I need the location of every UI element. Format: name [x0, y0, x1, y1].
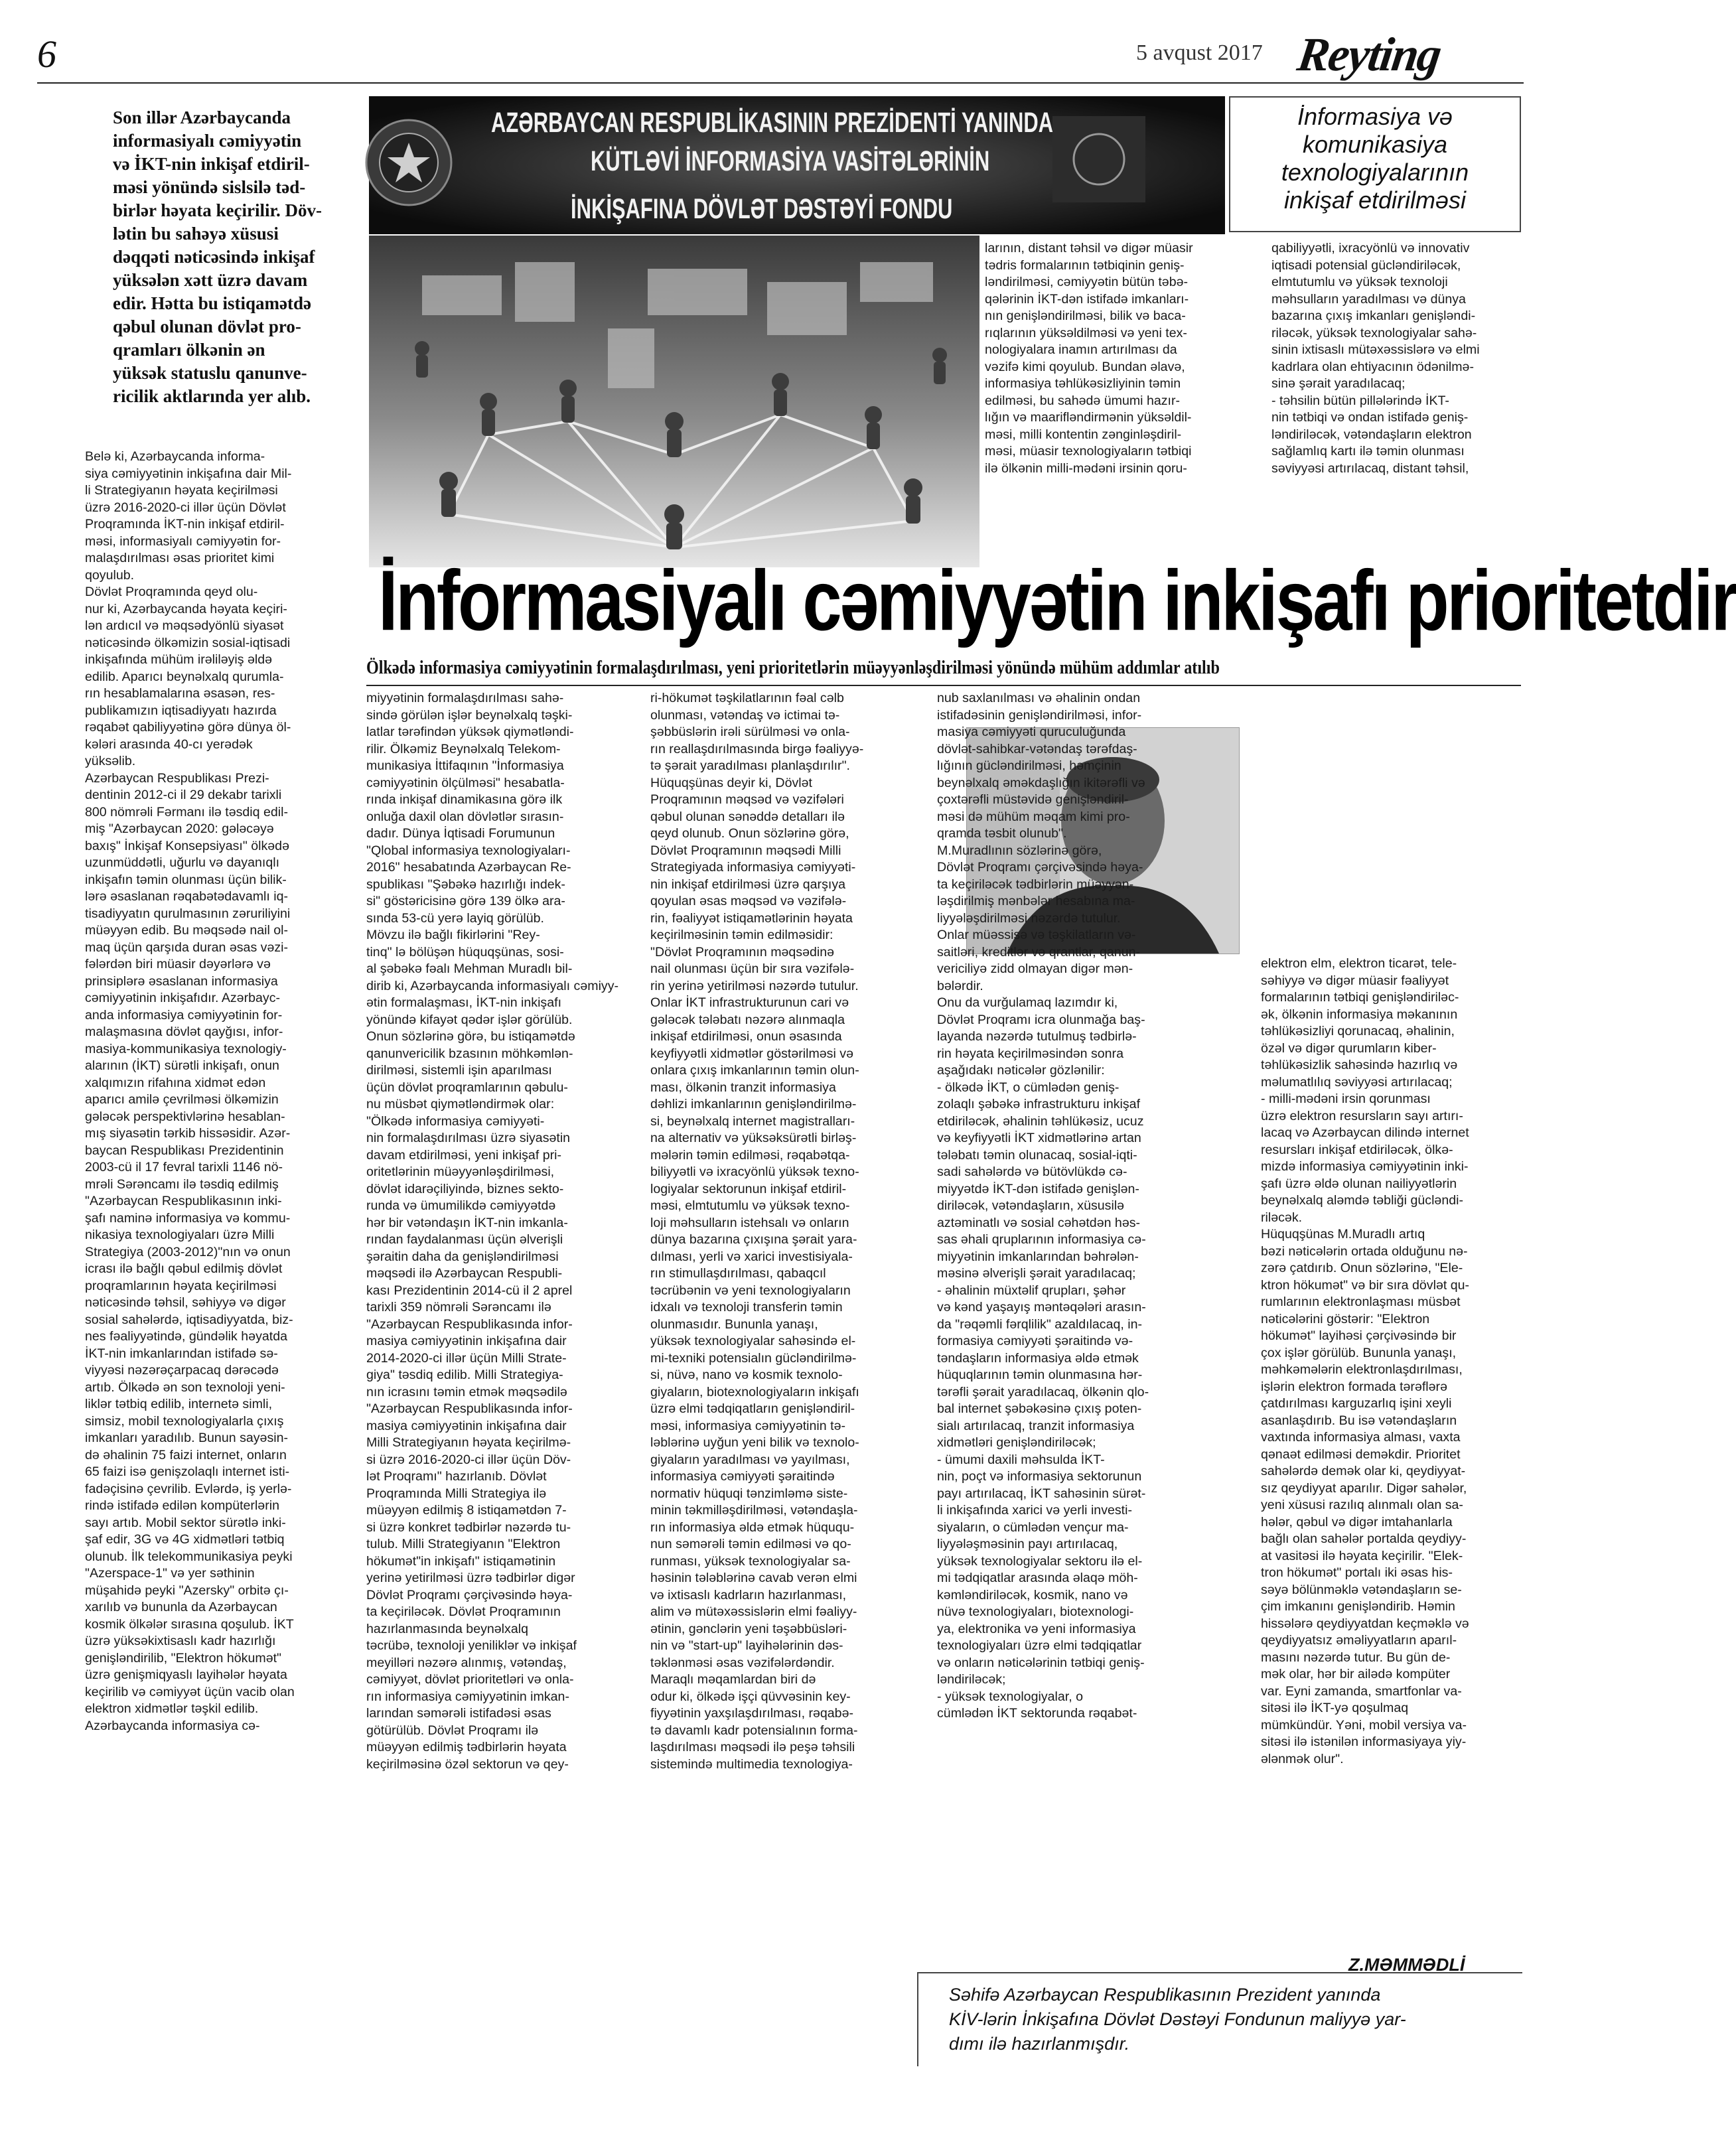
column-5: elektron elm, elektron ticarət, tele- səhiyyə və digər müasir fəaliyyət formalarının tətbiqi genişləndiriləc- ək, ölkənin informasiya məkanının təhlükəsizliyi qorunacaq, əhalinin, özəl və digər qurumların kiber- təhlükəsizlik sahəsində hazırlıq və məlumatlılıq səviyyəsi artırılacaq; - milli-mədəni irsin qorunması üzrə elektron resursların sayı artırı- lacaq və Azərbaycan dilində internet resursları inkişaf etdiriləcək, ölkə- mizdə informasiya cəmiyyətinin inki- şafı üzrə əldə olunan nailiyyətlərin beynəlxalq aləmdə təbliği gücləndi- riləcək. Hüquqşünas M.Muradlı artıq bəzi nəticələrin ortada olduğunu nə- zərə çatdırıb. Onun sözlərinə, "Ele- ktron hökumət" və bir sıra dövlət qu- rumlarının elektronlaşması müsbət nəticələrini göstərir: "Elektron hökumət" layihəsi çərçivəsində bir çox işlər görülüb. Bununla yanaşı, məhkəmələrin elektronlaşdırılması, işlərin elektron formada tərəflərə çatdırılması karguzarlıq işini xeyli asanlaşdırıb. Bu isə vətəndaşların vaxtında informasiya alması, vaxta qənaət edilməsi deməkdir. Prioritet sahələrdə demək olar ki, qeydiyyat- sız qeydiyyat aparılır. Digər sahələr, yeni xüsusi razılıq alınmalı olan sa- hələr, qəbul və digər imtahanlarla bağlı olan sahələr portalda qeydiyy- at vasitəsi ilə həyata keçirilir. "Elek- tron hökumət" portalı iki əsas his- səyə bölünməklə vətəndaşların se- çim imkanını genişləndirib. Həmin hissələrə qeydiyyatdan keçməklə və qeydiyyatsız əməliyyatların aparıl- masını nəzərdə tutur. Bu gün de- mək olar, hər bir ailədə kompüter var. Eyni zamanda, smartfonlar va- sitəsi ilə İKT-yə qoşulmaq mümkündür. Yəni, mobil versiya va- sitəsi ilə istənilən informasiyaya yiy- ələnmək olur".: [1261, 956, 1470, 1766]
banner-line-2: KÜTLƏVİ İNFORMASİYA VASİTƏLƏRİNİN: [591, 145, 990, 177]
header-rule: [37, 82, 1524, 84]
footer-note-box: [917, 1972, 1522, 2066]
column-4-upper: qabiliyyətli, ixracyönlü və innovativ iqtisadi potensial gücləndiriləcək, elmtutumlu və yüksək texnoloji məhsulların yaradılması və dünya bazarına çıxış imkanları genişləndi- riləcək, yüksək texnologiyalar sahə- sinin ixtisaslı mütəxəssislərə və elmi kadrlara olan ehtiyacının ödənilmə- sinə şərait yaradılacaq; - təhsilin bütün pillələrində İKT- nin tətbiqi və ondan istifadə geniş- ləndiriləcək, vətəndaşların elektron sağlamlıq kartı ilə təmin olunması səviyyəsi artırılacaq, distant təhsil,: [1271, 241, 1480, 476]
lead-paragraph: Son illər Azərbaycanda informasiyalı cəmiyyətin və İKT-nin inkişaf etdiril- məsi yönündə sislsilə təd- birlər həyata keçirilir. Döv- lətin bu sahəyə xüsusi dəqqəti nəticəsində inkişaf yüksələn xətt üzrə davam edir. Hətta bu istiqamətdə qəbul olunan dövlət pro- qramları ölkənin ən yüksək statuslu qanunve- ricilik aktlarında yer alıb.: [113, 107, 322, 406]
subheadline-rule: [366, 685, 1521, 686]
column-1: Belə ki, Azərbaycanda informa- siya cəmiyyətinin inkişafına dair Mil- li Strategiyanın həyata keçirilməsi üzrə 2016-2020-ci illər üçün Dövlət Proqramında İKT-nin inkişaf etdiril- məsi, informasiyalı cəmiyyətin for- malaşdırılması əsas prioritet kimi qoyulub. Dövlət Proqramında qeyd olu- nur ki, Azərbaycanda həyata keçiri- lən ardıcıl və məqsədyönlü siyasət nəticəsində ölkəmizin sosial-iqtisadi inkişafında mühüm irəliləyiş əldə edilib. Aparıcı beynəlxalq qurumla- rın hesablamalarına əsasən, res- publikamızın iqtisadiyyatı hazırda rəqabət qabiliyyətinə görə dünya öl- kələri arasında 40-cı yerədək yüksəlib. Azərbaycan Respublikası Prezi- dentinin 2012-ci il 29 dekabr tarixli 800 nömrəli Fərmanı ilə təsdiq edil- miş "Azərbaycan 2020: gələcəyə baxış" İnkişaf Konsepsiyası" ölkədə uzunmüddətli, uğurlu və dayanıqlı inkişafın təmin olunması üçün bilik- lərə əsaslanan rəqabətədavamlı iq- tisadiyyatın qurulmasının zəruriliyini müəyyən edib. Bu məqsədə nail ol- maq üçün qarşıda duran əsas vəzi- fələrdən biri müasir dəyərlərə və prinsiplərə əsaslanan informasiya cəmiyyətinin inkişafıdır. Azərbayc- anda informasiya cəmiyyətinin for- malaşmasına dövlət qayğısı, infor- masiya-kommunikasiya texnologiy- alarının (İKT) sürətli inkişafı, onun xalqımızın rifahına xidmət edən aparıcı amilə çevrilməsi ölkəmizin gələcək perspektivlərinə hesablan- mış siyasətin tərkib hissəsidir. Azər- baycan Respublikası Prezidentinin 2003-cü il 17 fevral tarixli 1146 nö- mrəli Sərəncamı ilə təsdiq edilmiş "Azərbaycan Respublikasının inki- şafı naminə informasiya və kommu- nikasiya texnologiyaları üzrə Milli Strategiya (2003-2012)"nın və onun icrası ilə bağlı qəbul edilmiş dövlət proqramlarının həyata keçirilməsi nəticəsində təhsil, səhiyyə və digər sosial sahələrdə, iqtisadiyyatda, biz- nes fəaliyyətində, gündəlik həyatda İKT-nin imkanlarından istifadə sə- viyyəsi nəzərəçarpacaq dərəcədə artıb. Ölkədə ən son texnoloji yeni- liklər tətbiq edilib, internetə simli, simsiz, mobil texnologiyalarla çıxış imkanları yaradılıb. Bunun sayəsin- də əhalinin 75 faizi internet, onların 65 faizi isə genişzolaqlı internet isti- fadəçisinə çevrilib. Evlərdə, iş yerlə- rində istifadə edilən kompüterlərin sayı artıb. Mobil sektor sürətlə inki- şaf edir, 3G və 4G xidmətləri tətbiq olunub. İlk telekommunikasiya peyki "Azerspace-1" və yer səthinin müşahidə peyki "Azersky" orbitə çı- xarılıb və bununla da Azərbaycan kosmik ölkələr sırasına qoşulub. İKT üzrə yüksəkixtisaslı kadr hazırlığı genişləndirilib, "Elektron hökumət" üzrə genişmiqyaslı layihələr həyata keçirilib və cəmiyyət üçün vacib olan elektron xidmətlər təşkil edilib. Azərbaycanda informasiya cə-: [85, 449, 295, 1733]
column-3-upper: larının, distant təhsil və digər müasir tədris formalarının tətbiqinin geniş- ləndirilməsi, cəmiyyətin bütün təbə- qələrinin İKT-dən istifadə imkanları- nın genişləndirilməsi, bilik və baca- rıqlarının yüksəldilməsi və yeni tex- nologiyalara inamın artırılması da vəzifə kimi qoyulub. Bundan əlavə, informasiya təhlükəsizliyinin təmin edilməsi, bu sahədə ümumi hazır- lığın və maarifləndirmənin yüksəldil- məsi, milli kontentin zənginləşdiril- məsi, müasir texnologiyaların tətbiqi ilə ölkənin milli-mədəni irsinin qoru-: [985, 241, 1193, 476]
banner-line-3: İNKİŞAFINA DÖVLƏT DƏSTƏYİ FONDU: [571, 193, 953, 225]
illustration-network-people: [369, 236, 979, 567]
topic-box-text: İnformasiya və komunikasiya texnologiyalarının inkişaf etdirilməsi: [1281, 103, 1469, 214]
banner-line-1: AZƏRBAYCAN RESPUBLİKASININ PREZİDENTİ YANINDA: [491, 107, 1054, 139]
headline: İnformasiyalı cəmiyyətin inkişafı prioritetdir: [378, 553, 1736, 649]
footer-note-text: Səhifə Azərbaycan Respublikasının Prezident yanında KİV-lərin İnkişafına Dövlət Dəstəyi Fondunun maliyyə yar- dımı ilə hazırlanmışdır.: [949, 1985, 1406, 2054]
page-number: 6: [37, 33, 56, 76]
column-4: nub saxlanılması və əhalinin ondan istifadəsinin genişləndirilməsi, infor- masiya cəmiyyəti quruculuğunda dövlət-sahibkar-vətəndaş tərəfdaş- lığının gücləndirilməsi, həmçinin beynəlxalq əməkdaşlığın ikitərəfli və çoxtərəfli müstəvidə genişləndiril- məsi də mühüm məqam kimi pro- qramda təsbit olunub". M.Muradlının sözlərinə görə, Dövlət Proqramı çərçivəsində həya- ta keçiriləcək tədbirlərin müəyyən- ləşdirilmiş mənbələr hesabına ma- liyyələşdirilməsi nəzərdə tutulur. Onlar müəssisə və təşkilatların və- saitləri, kreditlər və qrantlar, qanun- vericiliyə zidd olmayan digər mən- bələrdir. Onu da vurğulamaq lazımdır ki, Dövlət Proqramı icra olunmağa baş- layanda nəzərdə tutulmuş tədbirlə- rin həyata keçirilməsindən sonra aşağıdakı nəticələr gözlənilir: - ölkədə İKT, o cümlədən geniş- zolaqlı şəbəkə infrastrukturu inkişaf etdiriləcək, əhalinin təhlükəsiz, ucuz və keyfiyyətli İKT xidmətlərinə artan tələbatı təmin olunacaq, sosial-iqti- sadi sahələrdə və bütövlükdə cə- miyyətdə İKT-dən istifadə genişlən- diriləcək, vətəndaşların, xüsusilə aztəminatlı və sosial cəhətdən həs- sas əhali qruplarının informasiya cə- miyyətinin imkanlarından bəhrələn- məsinə əlverişli şərait yaradılacaq; - əhalinin müxtəlif qrupları, şəhər və kənd yaşayış məntəqələri arasın- da "rəqəmli fərqlilik" azaldılacaq, in- formasiya cəmiyyəti şəraitində və- təndaşların informasiya əldə etmək hüquqlarının təmin olunmasına hər- tərəfli şərait yaradılacaq, ölkənin qlo- bal internet şəbəkəsinə çıxış poten- sialı artırılacaq, tranzit informasiya xidmətləri genişləndiriləcək; - ümumi daxili məhsulda İKT- nin, poçt və informasiya sektorunun payı artırılacaq, İKT sahəsinin sürət- li inkişafında xarici və yerli investi- siyaların, o cümlədən vençur ma- liyyələşməsinin payı artırılacaq, yüksək texnologiyalar sektoru ilə el- mi tədqiqatlar arasında əlaqə möh- kəmləndiriləcək, kosmik, nano və nüvə texnologiyaları, biotexnologi- ya, elektronika və yeni informasiya texnologiyaları üzrə elmi tədqiqatlar və onların nəticələrinin tətbiqi geniş- ləndiriləcək; - yüksək texnologiyalar, o cümlədən İKT sektorunda rəqabət-: [937, 691, 1149, 1721]
column-3: ri-hökumət təşkilatlarının fəal cəlb olunması, vətəndaş və ictimai tə- şəbbüslərin irəli sürülməsi və onla- rın reallaşdırılmasında birgə fəaliyyə- tə şərait yaradılması planlaşdırılır". Hüquqşünas deyir ki, Dövlət Proqramının məqsəd və vəzifələri qəbul olunan sənəddə detalları ilə qeyd olunub. Onun sözlərinə görə, Dövlət Proqramının məqsədi Milli Strategiyada informasiya cəmiyyəti- nin inkişaf etdirilməsi üzrə qarşıya qoyulan əsas məqsəd və vəzifələ- rin, fəaliyyət istiqamətlərinin həyata keçirilməsinin təmin edilməsidir: "Dövlət Proqramının məqsədinə nail olunması üçün bir sıra vəzifələ- rin yerinə yetirilməsi nəzərdə tutulur. Onlar İKT infrastrukturunun cari və gələcək tələbatı nəzərə alınmaqla inkişaf etdirilməsi, onun əsasında keyfiyyətli xidmətlər göstərilməsi və onlara çıxış imkanlarının təmin olun- ması, ölkənin tranzit informasiya dəhlizi imkanlarının genişləndirilmə- si, beynəlxalq internet magistralları- na alternativ və yüksəksürətli birləş- mələrin təmin edilməsi, rəqabətqa- biliyyətli və ixracyönlü yüksək texno- logiyalar sektorunun inkişaf etdiril- məsi, elmtutumlu və yüksək texno- loji məhsulların istehsalı və onların dünya bazarına çıxışına şərait yara- dılması, yerli və xarici investisiyala- rın stimullaşdırılması, qabaqcıl təcrübənin və yeni texnologiyaların idxalı və texnoloji transferin təmin olunmasıdır. Bununla yanaşı, yüksək texnologiyalar sahəsində el- mi-texniki potensialın gücləndirilmə- si, nüvə, nano və kosmik texnolo- giyaların, biotexnologiyaların inkişafı üzrə elmi tədqiqatların genişləndiril- məsi, informasiya cəmiyyətinin tə- ləblərinə uyğun yeni bilik və texnolo- giyaların yaradılması və yayılması, informasiya cəmiyyəti şəraitində normativ hüquqi tənzimləmə siste- minin təkmilləşdirilməsi, vətəndaşla- rın informasiya əldə etmək hüququ- nun səmərəli təmin edilməsi və qo- runması, yüksək texnologiyalar sa- həsinin tələblərinə cavab verən elmi və ixtisaslı kadrların hazırlanması, alim və mütəxəssislərin elmi fəaliyy- ətinin, gənclərin yeni təşəbbüsləri- nin və "start-up" layihələrinin dəs- təklənməsi əsas vəzifələrdəndir. Maraqlı məqamlardan biri də odur ki, ölkədə işçi qüvvəsinin key- fiyyətinin yaxşılaşdırılması, rəqabə- tə davamlı kadr potensialının forma- laşdırılması məqsədi ilə peşə təhsili sistemində multimedia texnologiya-: [650, 691, 864, 1772]
byline: Z.MƏMMƏDLİ: [1348, 1955, 1465, 1975]
column-2: miyyətinin formalaşdırılması sahə- sində görülən işlər beynəlxalq təşki- latlar tərəfindən yüksək qiymətləndi- rilir. Ölkəmiz Beynəlxalq Telekom- munikasiya İttifaqının "İnformasiya cəmiyyətinin ölçülməsi" hesabatla- rında inkişaf dinamikasına görə ilk onluğa daxil olan dövlətlər sırasın- dadır. Dünya İqtisadi Forumunun "Qlobal informasiya texnologiyaları- 2016" hesabatında Azərbaycan Re- spublikası "Şəbəkə hazırlığı indek- si" göstəricisinə görə 139 ölkə ara- sında 53-cü yerə layiq görülüb. Mövzu ilə bağlı fikirlərini "Rey- tinq" lə bölüşən hüquqşünas, sosi- al şəbəkə fəalı Mehman Muradlı bil- dirib ki, Azərbaycanda informasiyalı cəmiyy- ətin formalaşması, İKT-nin inkişafı yönündə kifayət qədər işlər görülüb. Onun sözlərinə görə, bu istiqamətdə qanunvericilik bzasının möhkəmlən- dirilməsi, sistemli işin aparılması üçün dövlət proqramlarının qəbulu- nu müsbət qiymətləndirmək olar: "Ölkədə informasiya cəmiyyəti- nin formalaşdırılması üzrə siyasətin davam etdirilməsi, yeni inkişaf pri- oritetlərinin müəyyənləşdirilməsi, dövlət idarəçiliyində, biznes sekto- runda və ümumilikdə cəmiyyətdə hər bir vətəndaşın İKT-nin imkanla- rından faydalanması üçün əlverişli şəraitin daha da genişləndirilməsi məqsədi ilə Azərbaycan Respubli- kası Prezidentinin 2014-cü il 2 aprel tarixli 359 nömrəli Sərəncamı ilə "Azərbaycan Respublikasında infor- masiya cəmiyyətinin inkişafına dair 2014-2020-ci illər üçün Milli Strate- giya" təsdiq edilib. Milli Strategiya- nın icrasını təmin etmək məqsədilə "Azərbaycan Respublikasında infor- masiya cəmiyyətinin inkişafına dair Milli Strategiyanın həyata keçirilmə- si üzrə 2016-2020-ci illər üçün Döv- lət Proqramı" hazırlanıb. Dövlət Proqramında Milli Strategiya ilə müəyyən edilmiş 8 istiqamətdən 7- si üzrə konkret tədbirlər nəzərdə tu- tulub. Milli Strategiyanın "Elektron hökumət"in inkişafı" istiqamətinin yerinə yetirilməsi üzrə tədbirlər digər Dövlət Proqramı çərçivəsində həya- ta keçiriləcək. Dövlət Proqramının hazırlanmasında beynəlxalq təcrübə, texnoloji yeniliklər və inkişaf meyilləri nəzərə alınmış, vətəndaş, cəmiyyət, dövlət prioritetləri və onla- rın informasiya cəmiyyətinin imkan- larından səmərəli istifadəsi əsas götürülüb. Dövlət Proqramı ilə müəyyən edilmiş tədbirlərin həyata keçirilməsinə özəl sektorun və qey-: [366, 691, 619, 1772]
issue-date: 5 avqust 2017: [1136, 40, 1263, 65]
newspaper-logo: Reyting: [1294, 28, 1444, 81]
topic-box: [1229, 96, 1521, 232]
subheadline: Ölkədə informasiya cəmiyyətinin formalaşdırılması, yeni prioritetlərin müəyyənləşdirilməsi yönündə mühüm addımlar atılıb: [366, 657, 1220, 678]
